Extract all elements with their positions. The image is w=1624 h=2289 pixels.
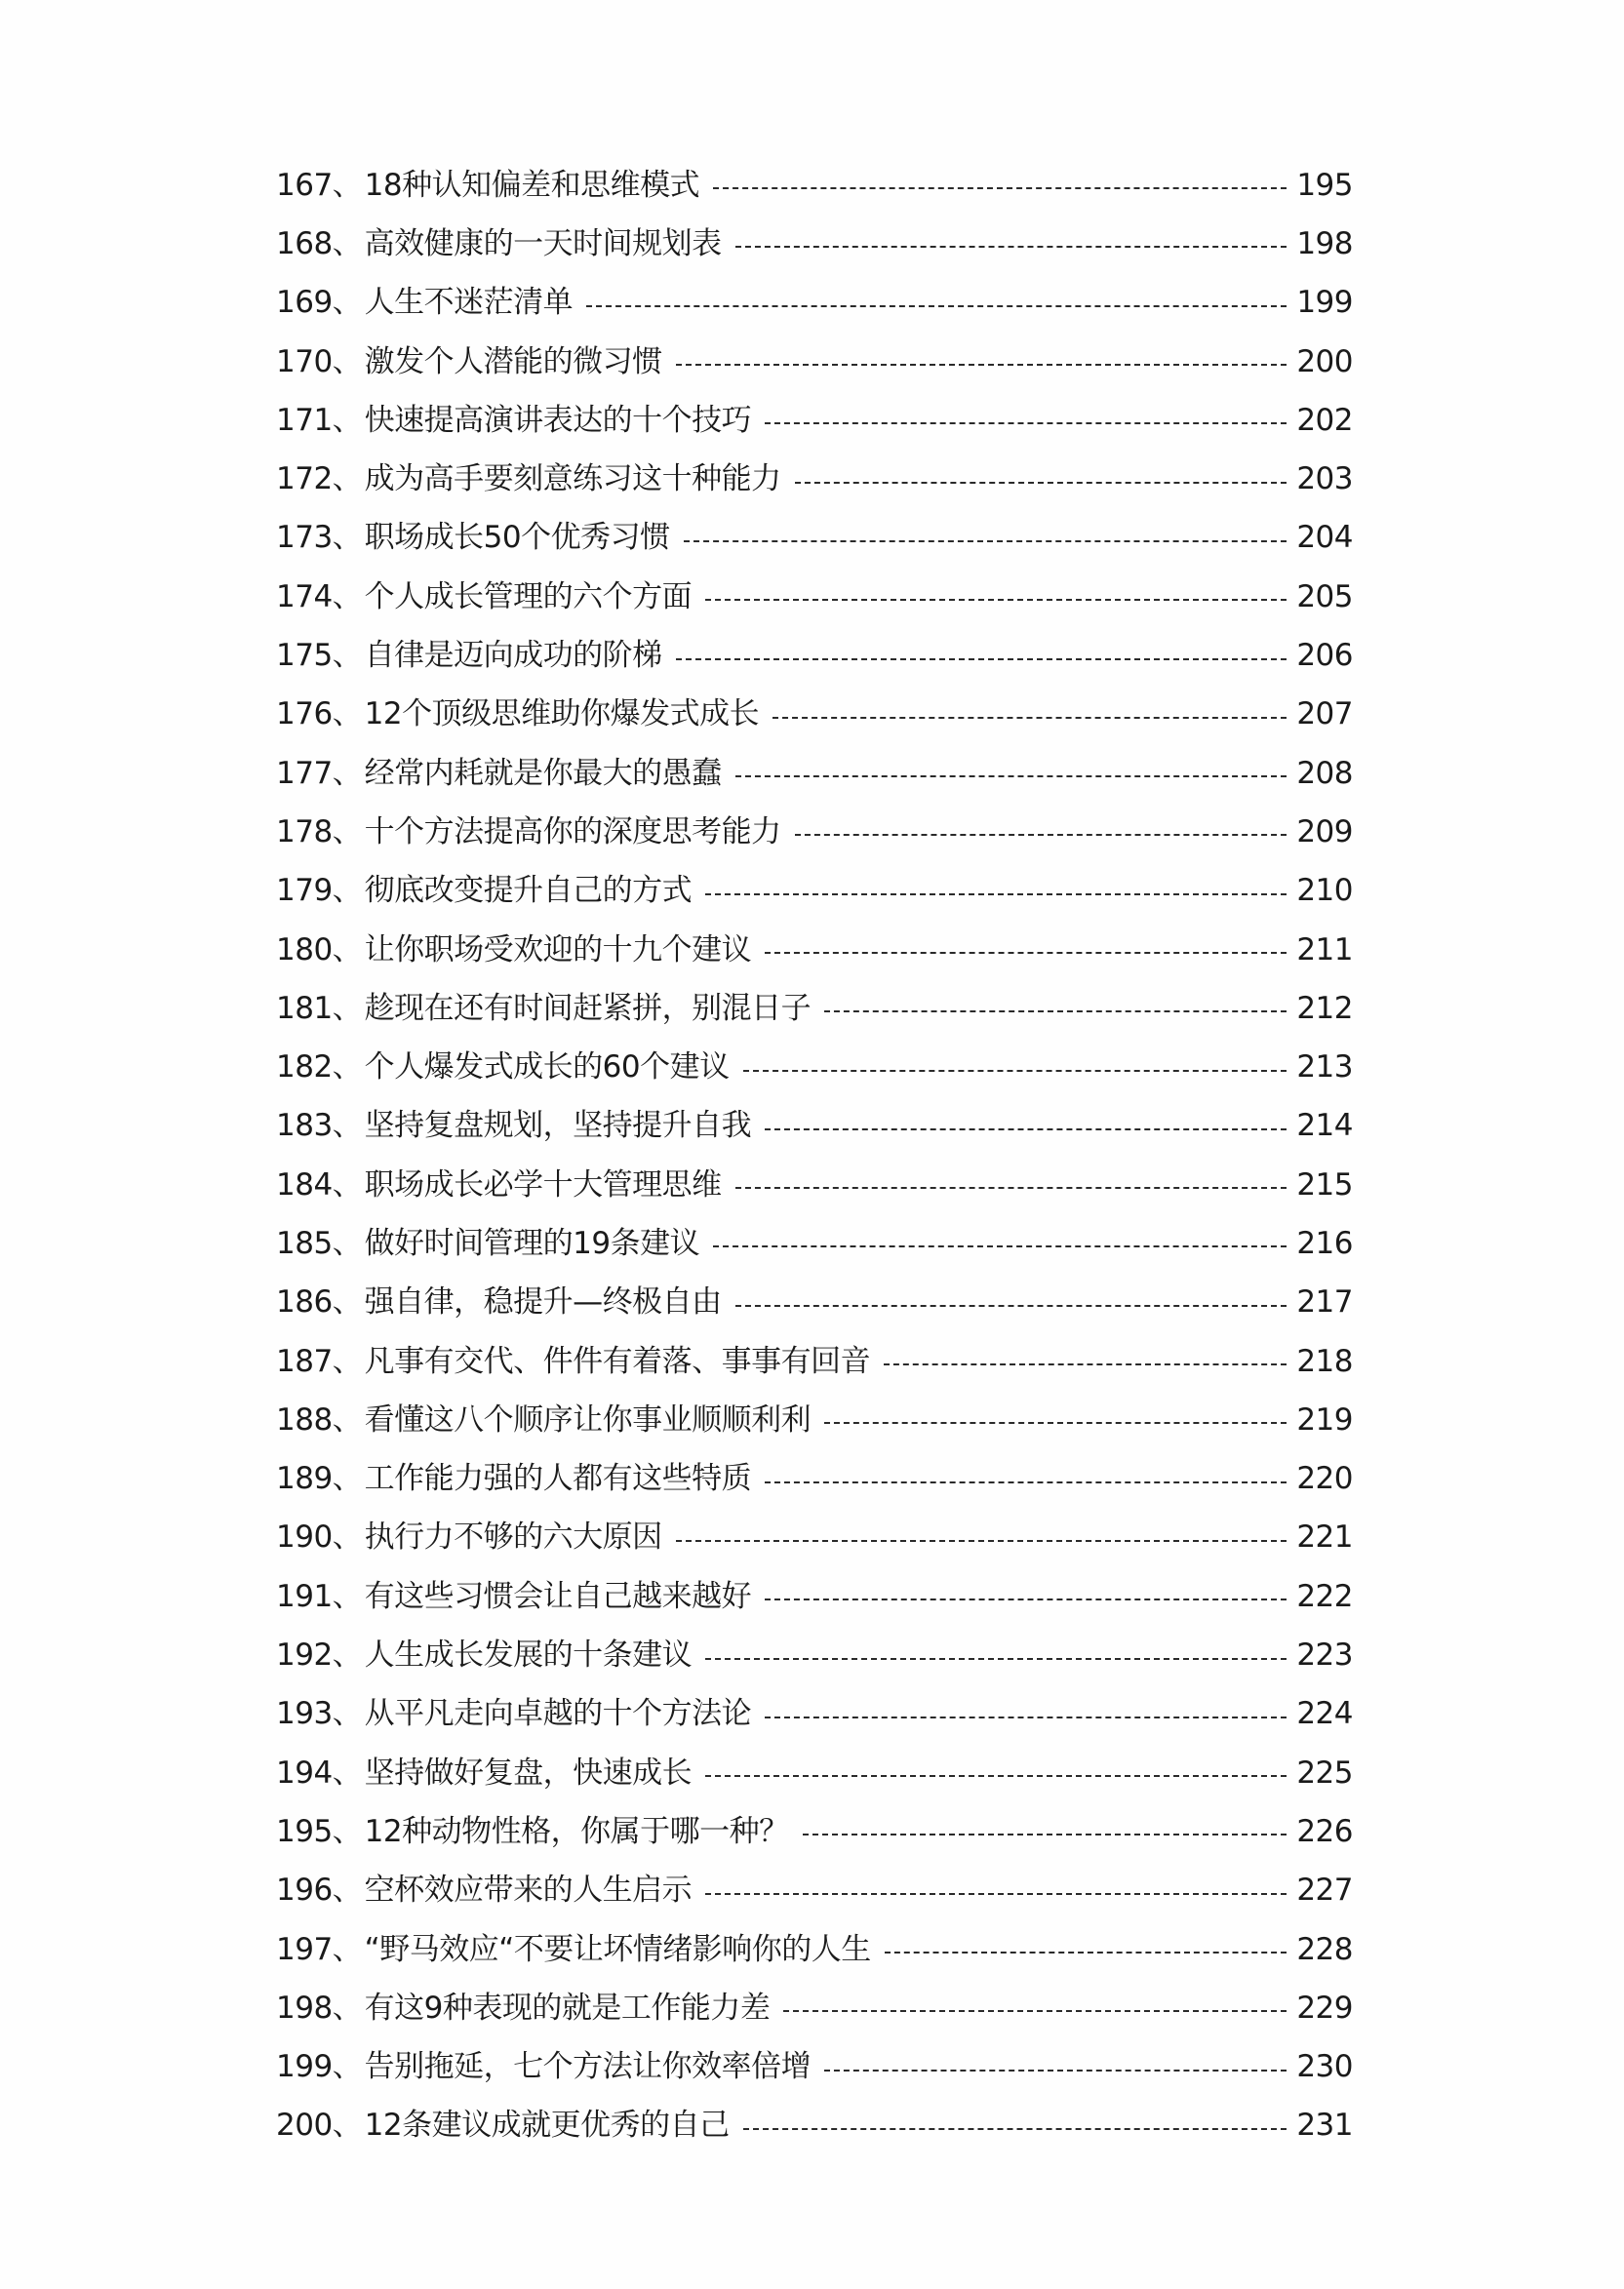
entry-number: 175 — [276, 638, 333, 674]
entry-separator: 、 — [332, 1990, 363, 2026]
entry-separator: 、 — [332, 1108, 363, 1144]
entry-separator: 、 — [332, 1461, 363, 1497]
entry-number: 169 — [276, 285, 333, 321]
entry-number: 195 — [276, 1813, 333, 1849]
entry-title: 个人爆发式成长的60个建议 — [364, 1049, 730, 1085]
toc-entry[interactable] — [276, 391, 1353, 450]
entry-number: 180 — [276, 931, 333, 967]
entry-title: “野马效应“不要让坏情绪影响你的人生 — [364, 1931, 871, 1967]
toc-entry[interactable] — [276, 450, 1353, 508]
entry-separator: 、 — [332, 2108, 363, 2144]
entry-number: 181 — [276, 990, 333, 1026]
entry-title: 十个方法提高你的深度思考能力 — [364, 813, 781, 849]
entry-page-number: 226 — [1296, 1813, 1353, 1849]
entry-number: 167 — [276, 167, 333, 203]
toc-entry[interactable] — [276, 1626, 1353, 1684]
entry-title: 告别拖延，七个方法让你效率倍增 — [364, 2049, 812, 2085]
toc-entry[interactable] — [276, 215, 1353, 273]
entry-title: 职场成长50个优秀习惯 — [364, 520, 670, 556]
entry-number: 196 — [276, 1873, 333, 1909]
entry-number: 191 — [276, 1578, 333, 1614]
dotted-leader — [743, 2128, 1287, 2130]
entry-separator: 、 — [332, 1755, 363, 1791]
entry-separator: 、 — [332, 1049, 363, 1085]
dotted-leader — [676, 1540, 1287, 1542]
toc-entry[interactable] — [276, 626, 1353, 685]
dotted-leader — [803, 1834, 1287, 1835]
entry-separator: 、 — [332, 1638, 363, 1674]
toc-entry[interactable] — [276, 1274, 1353, 1332]
toc-entry[interactable] — [276, 1332, 1353, 1391]
dotted-leader — [713, 1245, 1287, 1247]
toc-entry[interactable] — [276, 1802, 1353, 1861]
toc-entry[interactable] — [276, 1744, 1353, 1802]
entry-separator: 、 — [332, 167, 363, 203]
entry-title: 人生不迷茫清单 — [364, 285, 574, 321]
entry-separator: 、 — [332, 520, 363, 556]
entry-number: 170 — [276, 343, 333, 379]
toc-entry[interactable] — [276, 509, 1353, 568]
entry-title: 空杯效应带来的人生启示 — [364, 1873, 693, 1909]
table-of-contents — [276, 156, 1353, 2155]
toc-entry[interactable] — [276, 1391, 1353, 1449]
toc-entry[interactable] — [276, 1979, 1353, 2037]
entry-page-number: 207 — [1296, 696, 1353, 732]
toc-entry[interactable] — [276, 156, 1353, 215]
entry-page-number: 217 — [1296, 1284, 1353, 1321]
entry-title: 人生成长发展的十条建议 — [364, 1638, 693, 1674]
entry-title: 彻底改变提升自己的方式 — [364, 873, 693, 909]
entry-separator: 、 — [332, 813, 363, 849]
entry-title: 凡事有交代、件件有着落、事事有回音 — [364, 1343, 871, 1379]
toc-entry[interactable] — [276, 686, 1353, 744]
entry-number: 182 — [276, 1049, 333, 1085]
entry-number: 168 — [276, 225, 333, 261]
toc-entry[interactable] — [276, 568, 1353, 626]
entry-number: 171 — [276, 402, 333, 438]
entry-separator: 、 — [332, 1519, 363, 1556]
entry-page-number: 199 — [1296, 285, 1353, 321]
dotted-leader — [705, 1893, 1287, 1895]
dotted-leader — [676, 364, 1287, 366]
entry-number: 199 — [276, 2049, 333, 2085]
dotted-leader — [676, 658, 1287, 660]
entry-separator: 、 — [332, 1401, 363, 1438]
dotted-leader — [765, 952, 1287, 954]
entry-title: 高效健康的一天时间规划表 — [364, 225, 722, 261]
dotted-leader — [824, 2070, 1287, 2072]
toc-entry[interactable] — [276, 979, 1353, 1038]
entry-number: 197 — [276, 1931, 333, 1967]
entry-page-number: 228 — [1296, 1931, 1353, 1967]
dotted-leader — [735, 1187, 1287, 1189]
entry-number: 198 — [276, 1990, 333, 2026]
entry-title: 12种动物性格，你属于哪一种？ — [364, 1813, 789, 1849]
entry-separator: 、 — [332, 1343, 363, 1379]
entry-title: 经常内耗就是你最大的愚蠢 — [364, 755, 722, 791]
dotted-leader — [765, 422, 1287, 424]
toc-entry[interactable] — [276, 744, 1353, 803]
entry-page-number: 221 — [1296, 1519, 1353, 1556]
toc-entry[interactable] — [276, 1214, 1353, 1273]
toc-entry[interactable] — [276, 2097, 1353, 2155]
entry-page-number: 213 — [1296, 1049, 1353, 1085]
dotted-leader — [772, 717, 1287, 719]
entry-page-number: 195 — [1296, 167, 1353, 203]
entry-number: 185 — [276, 1225, 333, 1261]
entry-number: 193 — [276, 1696, 333, 1732]
entry-separator: 、 — [332, 1696, 363, 1732]
entry-title: 个人成长管理的六个方面 — [364, 578, 693, 614]
entry-title: 让你职场受欢迎的十九个建议 — [364, 931, 752, 967]
entry-separator: 、 — [332, 402, 363, 438]
entry-number: 189 — [276, 1461, 333, 1497]
toc-entry[interactable] — [276, 1920, 1353, 1979]
entry-number: 178 — [276, 813, 333, 849]
entry-page-number: 219 — [1296, 1401, 1353, 1438]
dotted-leader — [783, 2010, 1287, 2012]
entry-page-number: 215 — [1296, 1166, 1353, 1203]
entry-page-number: 205 — [1296, 578, 1353, 614]
entry-title: 有这9种表现的就是工作能力差 — [364, 1990, 771, 2026]
dotted-leader — [586, 305, 1287, 307]
dotted-leader — [795, 834, 1287, 836]
entry-separator: 、 — [332, 638, 363, 674]
entry-page-number: 220 — [1296, 1461, 1353, 1497]
entry-title: 坚持复盘规划，坚持提升自我 — [364, 1108, 752, 1144]
entry-separator: 、 — [332, 343, 363, 379]
entry-number: 174 — [276, 578, 333, 614]
dotted-leader — [824, 1422, 1287, 1424]
entry-number: 184 — [276, 1166, 333, 1203]
entry-title: 18种认知偏差和思维模式 — [364, 167, 700, 203]
dotted-leader — [705, 599, 1287, 601]
entry-separator: 、 — [332, 578, 363, 614]
toc-entry[interactable] — [276, 2038, 1353, 2097]
entry-number: 179 — [276, 873, 333, 909]
entry-separator: 、 — [332, 1284, 363, 1321]
entry-separator: 、 — [332, 2049, 363, 2085]
entry-page-number: 230 — [1296, 2049, 1353, 2085]
entry-number: 194 — [276, 1755, 333, 1791]
entry-number: 188 — [276, 1401, 333, 1438]
dotted-leader — [713, 187, 1287, 189]
dotted-leader — [735, 775, 1287, 777]
entry-title: 从平凡走向卓越的十个方法论 — [364, 1696, 752, 1732]
entry-separator: 、 — [332, 461, 363, 497]
toc-entry[interactable] — [276, 803, 1353, 861]
entry-number: 183 — [276, 1108, 333, 1144]
entry-page-number: 209 — [1296, 813, 1353, 849]
dotted-leader — [885, 1952, 1287, 1954]
dotted-leader — [765, 1598, 1287, 1600]
dotted-leader — [735, 246, 1287, 248]
entry-title: 执行力不够的六大原因 — [364, 1519, 662, 1556]
dotted-leader — [765, 1481, 1287, 1483]
entry-separator: 、 — [332, 225, 363, 261]
entry-separator: 、 — [332, 1166, 363, 1203]
entry-title: 12个顶级思维助你爆发式成长 — [364, 696, 760, 732]
entry-separator: 、 — [332, 755, 363, 791]
toc-entry[interactable] — [276, 1156, 1353, 1214]
dotted-leader — [705, 893, 1287, 895]
toc-entry[interactable] — [276, 921, 1353, 979]
dotted-leader — [684, 540, 1287, 542]
entry-page-number: 200 — [1296, 343, 1353, 379]
entry-page-number: 231 — [1296, 2108, 1353, 2144]
entry-page-number: 227 — [1296, 1873, 1353, 1909]
entry-separator: 、 — [332, 990, 363, 1026]
entry-title: 职场成长必学十大管理思维 — [364, 1166, 722, 1203]
entry-separator: 、 — [332, 1578, 363, 1614]
entry-number: 190 — [276, 1519, 333, 1556]
dotted-leader — [705, 1775, 1287, 1777]
entry-title: 成为高手要刻意练习这十种能力 — [364, 461, 781, 497]
dotted-leader — [743, 1070, 1287, 1072]
entry-page-number: 223 — [1296, 1638, 1353, 1674]
toc-entry[interactable] — [276, 333, 1353, 391]
toc-entry[interactable] — [276, 1097, 1353, 1156]
entry-title: 有这些习惯会让自己越来越好 — [364, 1578, 752, 1614]
entry-page-number: 216 — [1296, 1225, 1353, 1261]
entry-title: 快速提高演讲表达的十个技巧 — [364, 402, 752, 438]
entry-number: 187 — [276, 1343, 333, 1379]
entry-title: 做好时间管理的19条建议 — [364, 1225, 700, 1261]
toc-entry[interactable] — [276, 274, 1353, 333]
entry-number: 186 — [276, 1284, 333, 1321]
entry-title: 坚持做好复盘，快速成长 — [364, 1755, 693, 1791]
entry-separator: 、 — [332, 1813, 363, 1849]
entry-page-number: 211 — [1296, 931, 1353, 967]
entry-separator: 、 — [332, 1931, 363, 1967]
entry-page-number: 206 — [1296, 638, 1353, 674]
entry-number: 200 — [276, 2108, 333, 2144]
dotted-leader — [884, 1363, 1287, 1365]
entry-title: 看懂这八个顺序让你事业顺顺利利 — [364, 1401, 812, 1438]
entry-separator: 、 — [332, 931, 363, 967]
entry-separator: 、 — [332, 696, 363, 732]
entry-page-number: 225 — [1296, 1755, 1353, 1791]
toc-entry[interactable] — [276, 862, 1353, 921]
entry-page-number: 210 — [1296, 873, 1353, 909]
entry-number: 173 — [276, 520, 333, 556]
toc-entry[interactable] — [276, 1685, 1353, 1744]
entry-title: 激发个人潜能的微习惯 — [364, 343, 662, 379]
entry-page-number: 214 — [1296, 1108, 1353, 1144]
entry-page-number: 203 — [1296, 461, 1353, 497]
entry-separator: 、 — [332, 1873, 363, 1909]
entry-page-number: 229 — [1296, 1990, 1353, 2026]
entry-separator: 、 — [332, 1225, 363, 1261]
entry-title: 趁现在还有时间赶紧拼，别混日子 — [364, 990, 812, 1026]
toc-entry[interactable] — [276, 1450, 1353, 1509]
entry-title: 12条建议成就更优秀的自己 — [364, 2108, 730, 2144]
toc-entry[interactable] — [276, 1509, 1353, 1567]
dotted-leader — [824, 1010, 1287, 1012]
entry-number: 177 — [276, 755, 333, 791]
dotted-leader — [765, 1128, 1287, 1130]
entry-page-number: 218 — [1296, 1343, 1353, 1379]
dotted-leader — [705, 1658, 1287, 1660]
entry-page-number: 208 — [1296, 755, 1353, 791]
dotted-leader — [795, 482, 1287, 484]
entry-page-number: 202 — [1296, 402, 1353, 438]
toc-entry[interactable] — [276, 1038, 1353, 1096]
entry-number: 192 — [276, 1638, 333, 1674]
entry-page-number: 222 — [1296, 1578, 1353, 1614]
toc-entry[interactable] — [276, 1567, 1353, 1626]
entry-title: 自律是迈向成功的阶梯 — [364, 638, 662, 674]
entry-page-number: 198 — [1296, 225, 1353, 261]
entry-page-number: 204 — [1296, 520, 1353, 556]
toc-entry[interactable] — [276, 1862, 1353, 1920]
entry-title: 工作能力强的人都有这些特质 — [364, 1461, 752, 1497]
entry-page-number: 224 — [1296, 1696, 1353, 1732]
entry-number: 172 — [276, 461, 333, 497]
entry-separator: 、 — [332, 285, 363, 321]
entry-separator: 、 — [332, 873, 363, 909]
dotted-leader — [735, 1305, 1287, 1307]
entry-number: 176 — [276, 696, 333, 732]
entry-title: 强自律，稳提升—终极自由 — [364, 1284, 722, 1321]
entry-page-number: 212 — [1296, 990, 1353, 1026]
dotted-leader — [765, 1717, 1287, 1718]
